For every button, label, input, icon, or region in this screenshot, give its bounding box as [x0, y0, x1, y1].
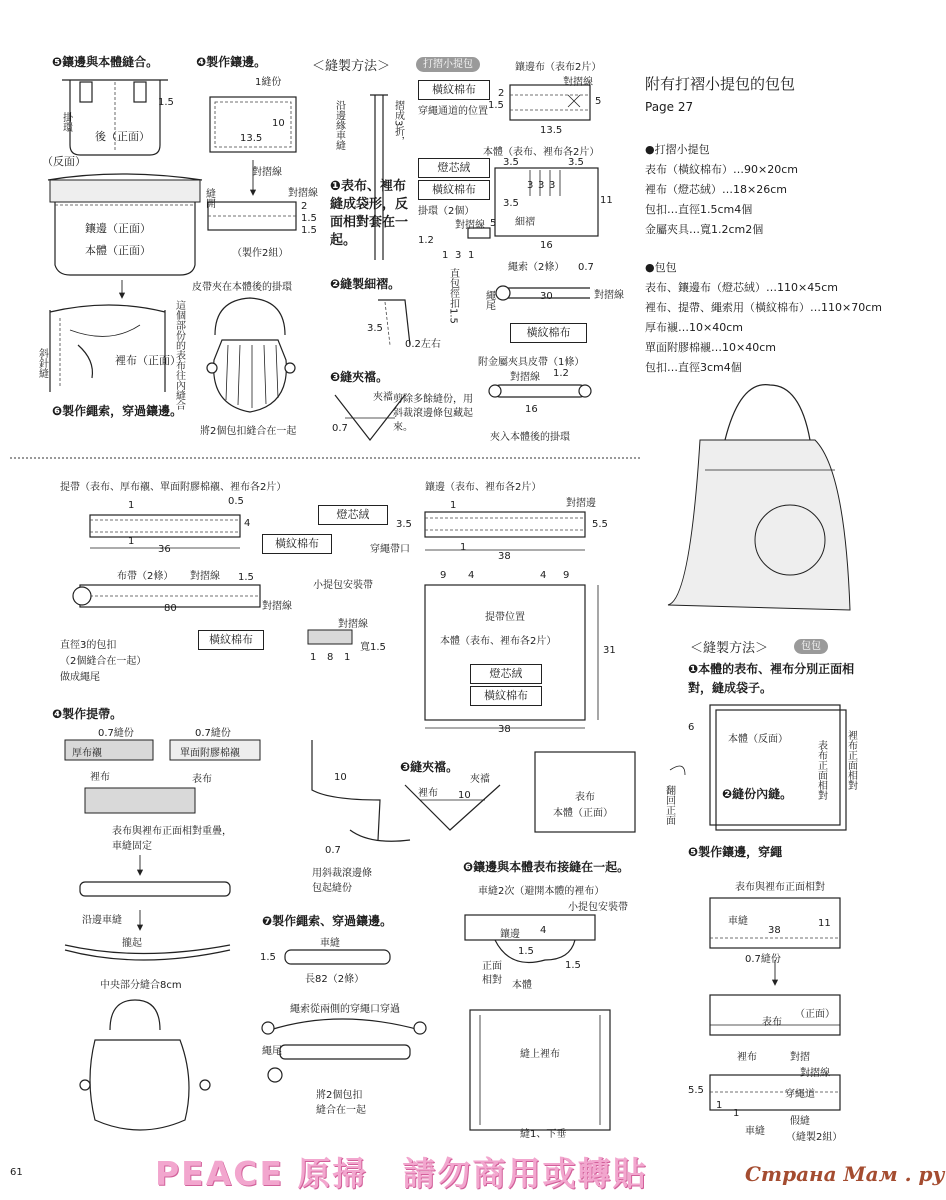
dim-label: 0.7: [578, 262, 594, 273]
vt-outer: 表布正面相對: [815, 740, 827, 800]
dim-label: 1: [344, 652, 351, 663]
dim-label: 10: [272, 118, 285, 129]
bag-photo: [668, 385, 850, 610]
method-title: ＜縫製方法＞: [312, 59, 391, 74]
binding-body-sketch: [465, 915, 610, 1130]
dim-label: 10: [334, 772, 347, 783]
belt-fold: 對摺線: [190, 571, 220, 582]
vertical-note-2: 摺成3折，: [392, 100, 404, 147]
dim-label: 13.5: [240, 133, 263, 144]
handle-box: 橫紋棉布: [262, 534, 332, 554]
br-step1: ❶本體的表布、裡布分別正面相對，縫成袋子。: [688, 662, 855, 695]
note-center: 中央部分縫合8cm: [100, 980, 182, 991]
dims-stack: 2 1.5 1.5: [301, 201, 317, 236]
strap-note: 夾入本體後的掛環: [490, 432, 570, 443]
body-fold: 對摺線: [455, 220, 485, 231]
dim-label: 4: [244, 518, 251, 529]
br-stitch: 車縫: [728, 916, 748, 927]
vt-turn: 翻回正面: [663, 785, 675, 825]
step5-title: ❺鑲邊與本體縫合。: [52, 55, 159, 69]
lining-up: 縫上裡布: [520, 1049, 560, 1060]
dim-label: 16: [540, 240, 553, 251]
body-front-label: 本體（正面）: [85, 244, 151, 257]
small-bag-label: 小提包安裝帶: [313, 580, 373, 591]
dim-label: 38: [768, 925, 781, 936]
b-step7-title: ❼製作繩索、穿過鑲邊。: [262, 914, 393, 928]
b-step3-title: ❸縫夾襠。: [400, 760, 459, 774]
site-mark: Страна Мам . ру: [745, 1162, 945, 1186]
step6-title: ❻製作繩索，穿過鑲邊。: [52, 404, 183, 418]
dim-label: 3.5: [396, 519, 412, 530]
br-body-reverse: 本體（反面）: [728, 734, 788, 745]
bm-body: 本體: [512, 980, 532, 991]
bag-with-binding-diagram: [48, 174, 202, 298]
make2-label: （製作2組）: [232, 248, 289, 259]
slant-stitch-label: 斜針縫: [36, 348, 48, 378]
dim-label: 3.5: [568, 157, 584, 168]
dim-label: 3.5: [503, 157, 519, 168]
body-pos: 提帶位置: [485, 612, 525, 623]
dim-label: 1: [733, 1108, 740, 1119]
dim-label: 5: [595, 96, 602, 107]
dim-label: 0.5: [228, 496, 244, 507]
body-hook: 掛環（2個）: [418, 206, 475, 217]
binding-fold-mid: 對摺邊: [566, 498, 596, 509]
step7-stitch: 車縫: [320, 938, 340, 949]
dim-label: 38: [498, 724, 511, 735]
step7-thread: 繩索從兩側的穿繩口穿過: [290, 1004, 400, 1015]
dim-label: 5.5: [688, 1085, 704, 1096]
dim-label: 1: [128, 500, 135, 511]
bag-materials: ●包包 表布、鑲邊布（燈芯絨）…110×45cm 裡布、提帶、繩索用（橫紋棉布）…110×70cm 厚布襯…10×40cm 單面附膠棉襯…10×40cm 包扣…直徑3cm4個: [645, 261, 882, 374]
dim-label: 1: [310, 652, 317, 663]
binding-fold: 對摺線: [563, 77, 593, 88]
dim-label: 3: [527, 180, 534, 191]
br-lining: 裡布: [737, 1052, 757, 1063]
pouch-strap: [489, 385, 591, 397]
vt-lining: 裡布正面相對: [845, 730, 857, 790]
page-ref: Page 27: [645, 100, 694, 114]
seam-label: 1縫份: [255, 77, 282, 88]
dim-label: 4: [540, 570, 547, 581]
hook-label: 掛環: [60, 112, 72, 132]
dim-label: 3: [549, 180, 556, 191]
binding-pass: 穿繩通道的位置: [418, 106, 488, 117]
back-front-label: 後（正面）: [95, 130, 150, 143]
stitch-pos: 直包徑扣1.5: [447, 268, 459, 324]
dim-label: 8: [327, 652, 334, 663]
dart-label: 夾襠: [373, 392, 393, 403]
dim-label: 3: [455, 250, 462, 261]
dim-label: 11: [600, 195, 613, 206]
body-pattern: [425, 585, 598, 728]
body-box-2: 橫紋棉布: [418, 180, 490, 200]
dim-label: 11: [818, 918, 831, 929]
dim-label: 3.5: [503, 198, 519, 209]
dim-label: 0.7: [332, 423, 348, 434]
dim-label: 9: [563, 570, 570, 581]
dim-label: 1: [442, 250, 449, 261]
strap-on-ring-label: 皮帶夾在本體後的掛環: [192, 282, 292, 293]
lining-front-label: 裡布（正面）: [115, 354, 181, 367]
cord-tail: 繩尾: [483, 290, 495, 310]
dim-label: 1: [460, 542, 467, 553]
small-bag-strap: 小提包安裝帶: [568, 902, 628, 913]
dim-label: 16: [525, 404, 538, 415]
belt-title: 布帶（2條）: [117, 571, 174, 582]
br-method-pill: 包包: [794, 639, 828, 654]
body-title-mid: 本體（表布、裡布各2片）: [440, 636, 557, 647]
dim-label: 13.5: [540, 125, 563, 136]
dim-label: 1: [450, 500, 457, 511]
fold-in-label: 這個部份的表布往內縫合: [173, 300, 185, 410]
make2: （縫製2組）: [786, 1132, 843, 1143]
label-outer: 表布: [192, 774, 212, 785]
br-outer-front: 表布: [762, 1017, 782, 1028]
dim-label: 寬1.5: [360, 642, 386, 653]
dim-label: 2: [498, 88, 505, 99]
step7-len: 長82（2條）: [305, 974, 365, 985]
dim-label: 1.2: [418, 235, 434, 246]
br-step2: ❷縫份內縫。: [722, 787, 793, 801]
cord-title: 繩索（2條）: [508, 262, 565, 273]
dim-label: 4: [468, 570, 475, 581]
dim-label: 5: [490, 218, 497, 229]
body-cloth-title: 本體（表布、裡布各2片）: [483, 147, 600, 158]
note-fix: 車縫固定: [112, 841, 152, 852]
bm-step6-title: ❻鑲邊與本體表布接縫在一起。: [463, 860, 630, 874]
body-box-mid-2: 橫紋棉布: [470, 686, 542, 706]
belt-box: 橫紋棉布: [198, 630, 264, 650]
front-face: 正面相對: [482, 961, 502, 986]
b-lining: 裡布: [418, 788, 438, 799]
binding-title-mid: 鑲邊（表布、裡布各2片）: [425, 482, 542, 493]
bias-note: 用斜裁滾邊條 包起縫份: [312, 868, 372, 894]
br-method-title: ＜縫製方法＞: [690, 641, 769, 656]
right-title: 附有打褶小提包的包包: [645, 75, 796, 93]
pouch-illustration: [207, 298, 295, 412]
dim-label: 4: [540, 925, 547, 936]
face-note: 表布與裡布正面相對: [735, 882, 825, 893]
dim-label: 30: [540, 291, 553, 302]
br-step5: ❺製作鑲邊，穿繩: [688, 845, 783, 859]
b-dart: 夾襠: [470, 774, 490, 785]
dim-label: 3: [538, 180, 545, 191]
br-fold: 對摺: [790, 1052, 810, 1063]
small-bag-strap-pattern: [308, 630, 352, 644]
page-number: 61: [10, 1167, 23, 1178]
small-bag-fold: 對摺線: [338, 619, 368, 630]
binding-box-mid: 燈芯絨: [318, 505, 388, 525]
box-cotton: 單面附膠棉襯: [180, 748, 240, 759]
method-pill: 打摺小提包: [416, 57, 480, 72]
step3-text: ❸縫夾襠。: [330, 370, 389, 384]
body-box-1: 燈芯絨: [418, 158, 490, 178]
step6-note: 將2個包扣縫合在一起: [200, 426, 297, 437]
step4-title: ❹製作鑲邊。: [196, 55, 267, 69]
vertical-note-1: 沿邊緣車縫: [333, 100, 345, 150]
dim-label: 0.2左右: [405, 339, 441, 350]
body-box-mid-1: 燈芯絨: [470, 664, 542, 684]
note-gather: 攏起: [122, 938, 142, 949]
binding-pattern: [425, 512, 585, 550]
dim-label: 5.5: [592, 519, 608, 530]
seam-07b: 0.7縫份: [195, 728, 231, 739]
dart-sew-sketch: [312, 740, 410, 841]
fold-line-label-2: 對摺線: [288, 188, 318, 199]
label-lining: 裡布: [90, 772, 110, 783]
br-fold-line: 對摺線: [800, 1068, 830, 1079]
dim-label: 6: [688, 722, 695, 733]
dim-label: 1.5: [260, 952, 276, 963]
stitch-down: 縫1、下垂: [520, 1129, 567, 1140]
note-overlap: 表布與裡布正面相對重疊，: [112, 826, 232, 837]
dim-label: 1: [716, 1100, 723, 1111]
reverse-label: （反面）: [42, 155, 86, 168]
dim-label: 1.5: [518, 946, 534, 957]
step7-tail: 繩尾: [262, 1046, 282, 1057]
br-front: （正面）: [795, 1009, 835, 1020]
note-edge: 沿邊車縫: [82, 915, 122, 926]
dim-label: 1: [128, 536, 135, 547]
binding-hole: 穿繩帶口: [370, 544, 410, 555]
body-gather-label: 細褶: [515, 217, 535, 228]
step1-text: ❶表布、裡布縫成袋形，反面相對套在一起。: [330, 179, 409, 248]
bag-folding-diagram: [50, 305, 165, 392]
strap-fold: 對摺線: [510, 372, 540, 383]
b-step4-title: ❹製作提帶。: [52, 707, 123, 721]
seam-07a: 0.7縫份: [98, 728, 134, 739]
step7-note: 將2個包扣 縫合在一起: [316, 1090, 366, 1116]
edge-stitch-label: 縫開: [203, 188, 215, 208]
watermark-text: PEACE 原掃 請勿商用或轉貼: [155, 1154, 648, 1193]
box-interfacing: 厚布襯: [72, 748, 102, 759]
dim-label: 31: [603, 645, 616, 656]
pass-channel: 穿繩道: [785, 1089, 815, 1100]
bm-binding: 鑲邊: [500, 929, 520, 940]
dim-label: 1.5: [565, 960, 581, 971]
step3-note: 剪除多餘縫份，用斜裁滾邊條包藏起來。: [393, 394, 473, 433]
fold-line-label: 對摺線: [252, 167, 282, 178]
seam-07: 0.7縫份: [745, 954, 781, 965]
false-stitch: 假縫: [790, 1116, 810, 1127]
pouch-binding-cloth: [510, 85, 590, 120]
handle-title: 提帶（表布、厚布襯、單面附膠棉襯、裡布各2片）: [60, 482, 287, 493]
step2-text: ❷縫製細褶。: [330, 277, 401, 291]
pouch-materials: ●打摺小提包 表布（橫紋棉布）…90×20cm 裡布（燈芯絨）…18×26cm 包扣…直徑1.5cm4個 金屬夾具…寬1.2cm2個: [645, 143, 798, 236]
dim-label: 1: [468, 250, 475, 261]
dim-label: 3.5: [367, 323, 383, 334]
finished-bag-sketch: [80, 1000, 210, 1130]
dim-label: 0.7: [325, 845, 341, 856]
dim-label: 36: [158, 544, 171, 555]
binding-box: 橫紋棉布: [418, 80, 490, 100]
cord-box: 橫紋棉布: [510, 323, 587, 343]
strap-title: 附金屬夾具皮帶（1條）: [478, 357, 585, 368]
cord-fold: 對摺線: [594, 290, 624, 301]
dim-label: 1.2: [553, 368, 569, 379]
dim-label: 38: [498, 551, 511, 562]
dim-label: 80: [164, 603, 177, 614]
binding-cloth-title: 鑲邊布（表布2片）: [515, 62, 602, 73]
body-outer: 表布: [575, 792, 595, 803]
binding-front-label: 鑲邊（正面）: [85, 222, 151, 235]
dim-label: 10: [458, 790, 471, 801]
dim-label: 9: [440, 570, 447, 581]
body-front: 本體（正面）: [553, 808, 613, 819]
belt-fold-2: 對摺線: [262, 601, 292, 612]
stitch-twice: 車縫2次（避開本體的裡布）: [478, 886, 605, 897]
dim-label: 1.5: [158, 97, 174, 108]
dim-label: 1.5: [488, 100, 504, 111]
br-stitch2: 車縫: [745, 1126, 765, 1137]
dim-label: 1.5: [238, 572, 254, 583]
belt-notes: 直徑3的包扣 （2個縫合在一起） 做成繩尾: [60, 640, 147, 683]
